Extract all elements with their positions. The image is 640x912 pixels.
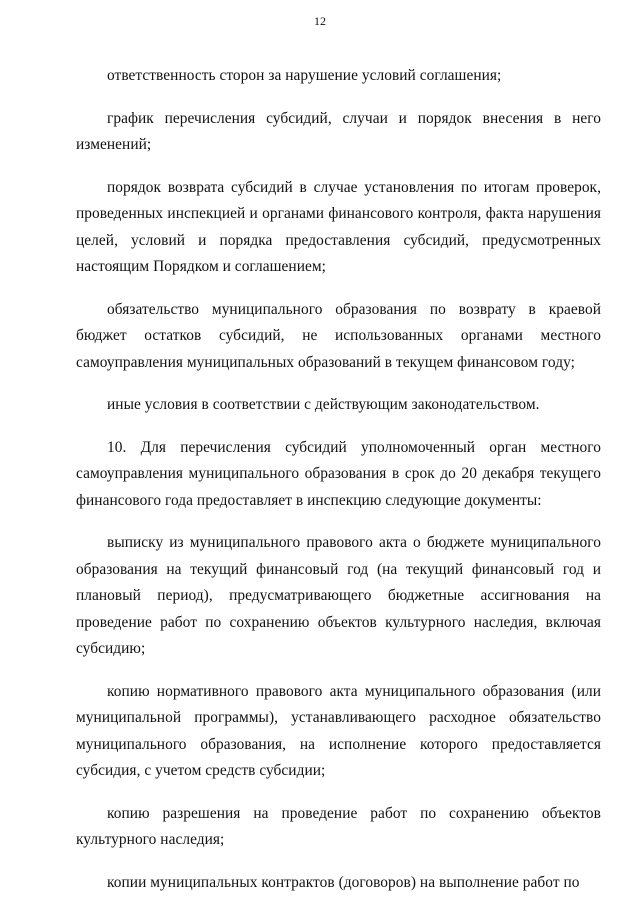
paragraph-other-conditions: иные условия в соответствии с действующим законодательством.	[107, 396, 540, 413]
document-body	[76, 63, 601, 912]
paragraph-transfer-schedule: график перечисления субсидий, случаи и порядок внесения в него изменений;	[76, 109, 601, 153]
paragraph-responsibility: ответственность сторон за нарушение условий соглашения;	[107, 67, 502, 84]
paragraph-refund-procedure: порядок возврата субсидий в случае установления по итогам проверок, проведенных инспекцией и органами финансового контроля, факта нарушения целей, условий и порядка предоставления субсидий, предусмотренных настоящим Порядком и соглашением;	[76, 178, 601, 275]
paragraph-contract-copies: копии муниципальных контрактов (договоров) на выполнение работ по	[107, 873, 580, 891]
paragraph-budget-extract: выписку из муниципального правового акта о бюджете муниципального образования на текущий финансовый год (на текущий финансовый год и плановый период), предусматривающего бюджетные ассигнования на проведение работ по сохранению объектов культурного наследия, включая субсидию;	[76, 534, 601, 657]
paragraph-return-obligation: обязательство муниципального образования по возврату в краевой бюджет остатков субсидий, не использованных органами местного самоуправления муниципальных образований в текущем финансовом году;	[76, 300, 601, 371]
paragraph-normative-act-copy: копию нормативного правового акта муниципального образования (или муниципальной программы), устанавливающего расходное обязательство муниципального образования, на исполнение которого предоставляется субсидия, с учетом средств субсидии;	[76, 682, 601, 779]
paragraph-item-10: 10. Для перечисления субсидий уполномоченный орган местного самоуправления муниципального образования в срок до 20 декабря текущего финансового года предоставляет в инспекцию следующие документы:	[76, 438, 601, 509]
page-number: 12	[314, 14, 326, 28]
paragraph-permit-copy: копию разрешения на проведение работ по сохранению объектов культурного наследия;	[76, 804, 601, 848]
